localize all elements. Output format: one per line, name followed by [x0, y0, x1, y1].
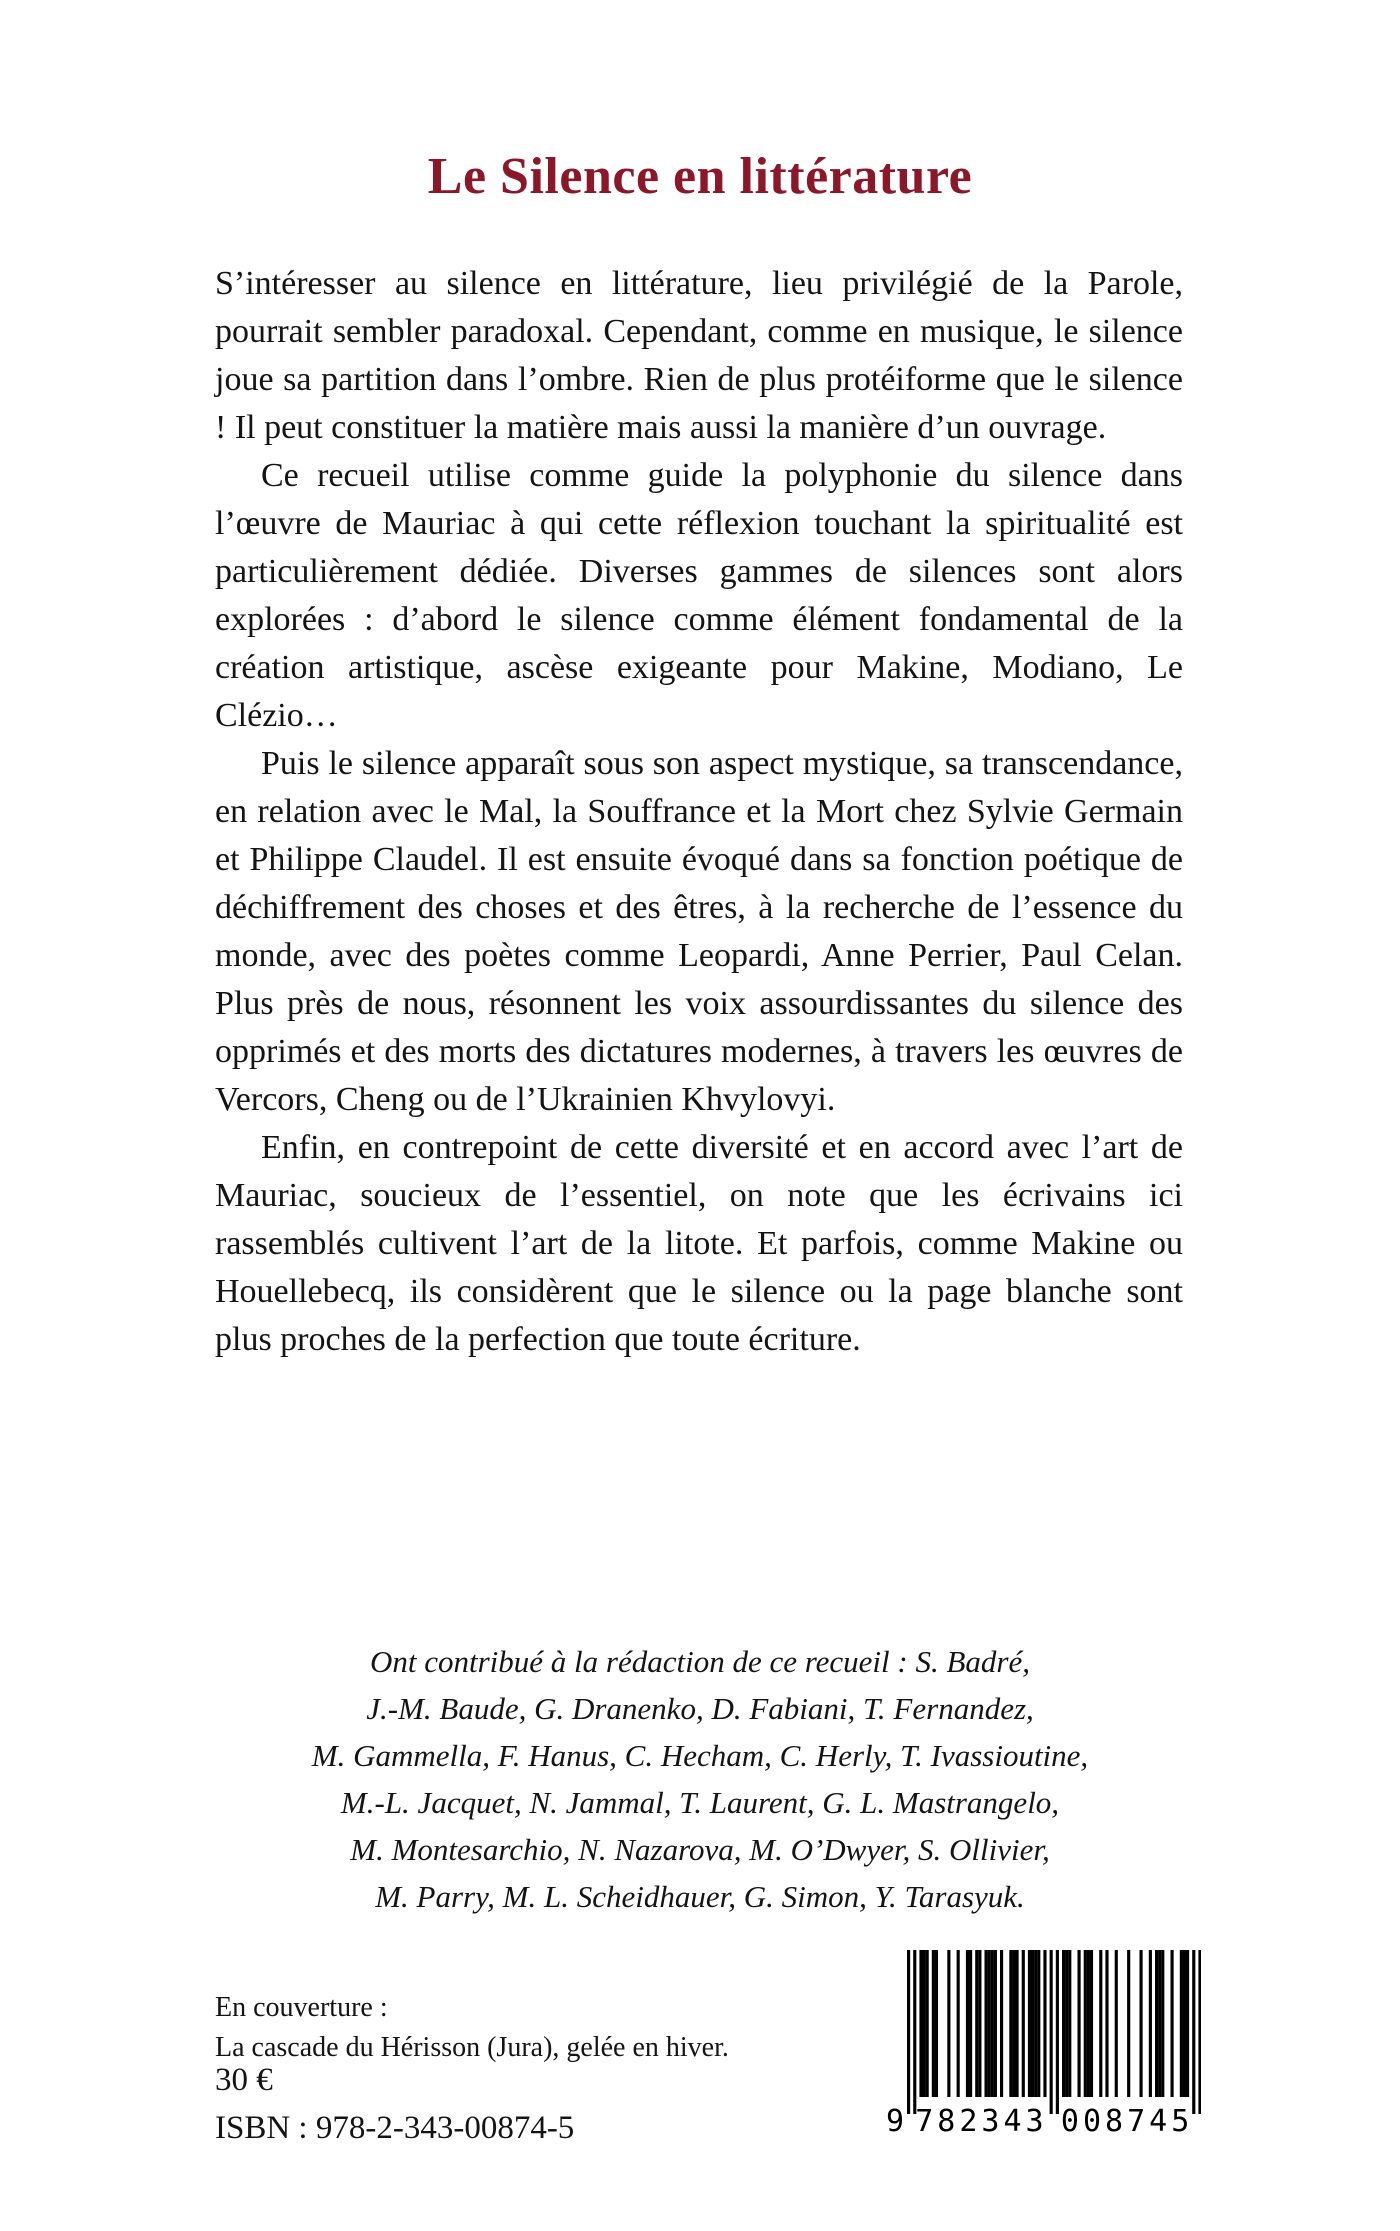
- barcode-svg: [886, 1950, 1201, 2135]
- contributors-list: [0, 1638, 1400, 1920]
- cover-note: [215, 1988, 729, 2068]
- synopsis-paragraph: Puis le silence apparaît sous son aspect mystique, sa transcendance, en relation avec le Mal, la Souffrance et la Mort chez Sylvie Germain et Philippe Claudel. Il est ensuite évoqué dans sa fonction poétique de déchiffrement des choses et des êtres, à la recherche de l’essence du monde, avec des poètes comme Leopardi, Anne Perrier, Paul Celan. Plus près de nous, résonnent les voix assourdissantes du silence des opprimés et des morts des dictatures modernes, à travers les œuvres de Vercors, Cheng ou de l’Ukrainien Khvylovyi.: [215, 745, 1183, 1118]
- synopsis-text: [215, 260, 1183, 1364]
- synopsis-paragraph: S’intéresser au silence en littérature, lieu privilégié de la Parole, pourrait sembler paradoxal. Cependant, comme en musique, le silence joue sa partition dans l’ombre. Rien de plus protéiforme que le silence ! Il peut constituer la matière mais aussi la manière d’un ouvrage.: [215, 265, 1183, 446]
- contributors-line: M. Parry, M. L. Scheidhauer, G. Simon, Y. Tarasyuk.: [375, 1879, 1025, 1914]
- ean13-barcode: [886, 1950, 1201, 2135]
- contributors-line: M. Montesarchio, N. Nazarova, M. O’Dwyer, S. Ollivier,: [350, 1832, 1050, 1867]
- isbn-text: ISBN : 978-2-343-00874-5: [215, 2110, 575, 2146]
- svg-text:782343: 782343: [915, 2104, 1048, 2135]
- svg-text:008745: 008745: [1060, 2104, 1194, 2135]
- svg-text:9: 9: [886, 2104, 909, 2135]
- contributors-line: Ont contribué à la rédaction de ce recueil : S. Badré,: [369, 1644, 1030, 1679]
- cover-note-label: En couverture :: [215, 1992, 388, 2023]
- contributors-line: M. Gammella, F. Hanus, C. Hecham, C. Herly, T. Ivassioutine,: [311, 1738, 1089, 1773]
- price: 30 €: [215, 2062, 273, 2098]
- contributors-line: M.-L. Jacquet, N. Jammal, T. Laurent, G. L. Mastrangelo,: [340, 1785, 1060, 1820]
- book-title: Le Silence en littérature: [427, 147, 973, 205]
- cover-note-caption: La cascade du Hérisson (Jura), gelée en hiver.: [215, 2032, 729, 2063]
- contributors-line: J.-M. Baude, G. Dranenko, D. Fabiani, T. Fernandez,: [366, 1691, 1034, 1726]
- synopsis-paragraph: Enfin, en contrepoint de cette diversité et en accord avec l’art de Mauriac, soucieux de l’essentiel, on note que les écrivains ici rassemblés cultivent l’art de la litote. Et parfois, comme Makine ou Houellebecq, ils considèrent que le silence ou la page blanche sont plus proches de la perfection que toute écriture.: [215, 1129, 1183, 1358]
- synopsis-paragraph: Ce recueil utilise comme guide la polyphonie du silence dans l’œuvre de Mauriac à qui cette réflexion touchant la spiritualité est particulièrement dédiée. Diverses gammes de silences sont alors explorées : d’abord le silence comme élément fondamental de la création artistique, ascèse exigeante pour Makine, Modiano, Le Clézio…: [215, 457, 1183, 734]
